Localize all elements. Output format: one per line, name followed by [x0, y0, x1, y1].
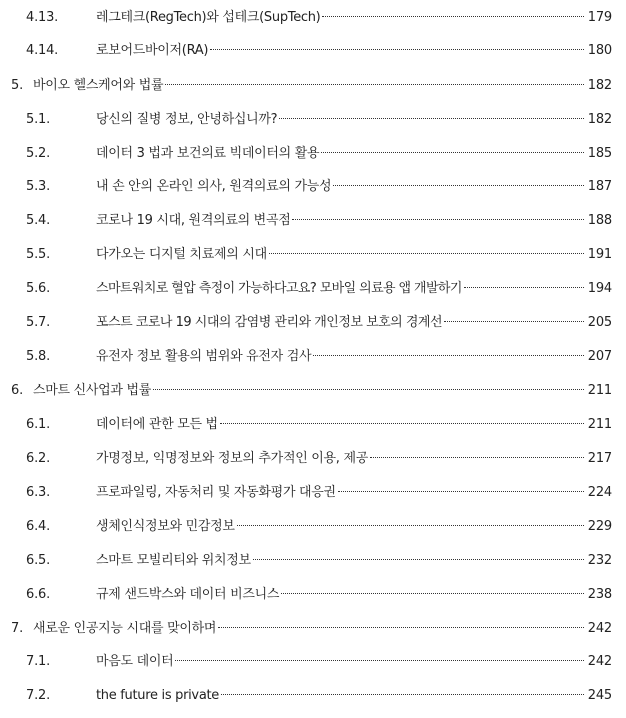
toc-entry-page: 242	[587, 654, 612, 669]
toc-entry-title: 다가오는 디지털 치료제의 시대	[96, 247, 267, 262]
dot-leader	[175, 660, 584, 661]
toc-entry-page: 242	[587, 621, 612, 636]
toc-entry-title: 포스트 코로나 19 시대의 감염병 관리와 개인정보 보호의 경계선	[96, 315, 443, 330]
toc-entry-page: 205	[587, 315, 612, 330]
toc-entry-page: 232	[587, 553, 612, 568]
toc-entry-number: 5.	[11, 78, 24, 93]
toc-entry-6-4[interactable]	[0, 515, 626, 539]
dot-leader	[237, 525, 584, 526]
toc-entry-title: 코로나 19 시대, 원격의료의 변곡점	[96, 213, 291, 228]
toc-entry-number: 6.3.	[26, 485, 51, 500]
toc-entry-5-5[interactable]	[0, 243, 626, 267]
toc-entry-page: 229	[587, 519, 612, 534]
dot-leader	[281, 593, 584, 594]
toc-entry-page: 211	[587, 383, 612, 398]
dot-leader	[464, 287, 584, 288]
dot-leader	[220, 423, 584, 424]
dot-leader	[210, 49, 584, 50]
toc-entry-number: 7.1.	[26, 654, 51, 669]
toc-entry-page: 191	[587, 247, 612, 262]
toc-entry-number: 5.7.	[26, 315, 51, 330]
toc-entry-title: 바이오 헬스케어와 법률	[33, 78, 164, 93]
toc-entry-5-7[interactable]	[0, 311, 626, 335]
dot-leader	[218, 627, 584, 628]
toc-entry-number: 6.	[11, 383, 24, 398]
toc-entry-page: 207	[587, 349, 612, 364]
toc-entry-number: 5.4.	[26, 213, 51, 228]
dot-leader	[292, 219, 584, 220]
toc-entry-number: 5.1.	[26, 112, 51, 127]
toc-entry-title: 가명정보, 익명정보와 정보의 추가적인 이용, 제공	[96, 451, 368, 466]
toc-entry-page: 217	[587, 451, 612, 466]
toc-entry-title: 유전자 정보 활용의 범위와 유전자 검사	[96, 349, 312, 364]
toc-entry-4-14[interactable]	[0, 39, 626, 63]
toc-entry-page: 211	[587, 417, 612, 432]
toc-entry-5-6[interactable]	[0, 277, 626, 301]
toc-entry-number: 7.	[11, 621, 24, 636]
toc-entry-6-3[interactable]	[0, 481, 626, 505]
dot-leader	[321, 152, 584, 153]
toc-entry-title: 데이터에 관한 모든 법	[96, 417, 218, 432]
toc-entry-number: 6.2.	[26, 451, 51, 466]
toc-entry-title: 스마트워치로 혈압 측정이 가능하다고요? 모바일 의료용 앱 개발하기	[96, 281, 462, 296]
dot-leader	[333, 185, 584, 186]
toc-entry-title: 스마트 모빌리티와 위치정보	[96, 553, 251, 568]
toc-entry-5-2[interactable]	[0, 142, 626, 166]
toc-entry-title: the future is private	[96, 688, 219, 703]
toc-entry-5-3[interactable]	[0, 175, 626, 199]
toc-entry-number: 6.4.	[26, 519, 51, 534]
toc-entry-page: 187	[587, 179, 612, 194]
dot-leader	[313, 355, 584, 356]
toc-entry-page: 224	[587, 485, 612, 500]
toc-entry-page: 182	[587, 112, 612, 127]
toc-entry-title: 규제 샌드박스와 데이터 비즈니스	[96, 587, 280, 602]
toc-entry-6-5[interactable]	[0, 549, 626, 573]
toc-entry-number: 6.5.	[26, 553, 51, 568]
toc-entry-number: 4.13.	[26, 10, 59, 25]
toc-entry-page: 179	[587, 10, 612, 25]
toc-entry-number: 5.6.	[26, 281, 51, 296]
toc-entry-page: 180	[587, 43, 612, 58]
toc-entry-title: 새로운 인공지능 시대를 맞이하며	[33, 621, 217, 636]
toc-entry-page: 194	[587, 281, 612, 296]
toc-entry-5[interactable]	[0, 74, 626, 98]
toc-entry-page: 182	[587, 78, 612, 93]
toc-entry-number: 5.2.	[26, 146, 51, 161]
toc-entry-page: 188	[587, 213, 612, 228]
toc-entry-number: 5.8.	[26, 349, 51, 364]
dot-leader	[253, 559, 584, 560]
toc-entry-4-13[interactable]	[0, 6, 626, 30]
toc-entry-number: 4.14.	[26, 43, 59, 58]
toc-entry-title: 데이터 3 법과 보건의료 빅데이터의 활용	[96, 146, 320, 161]
toc-entry-title: 마음도 데이터	[96, 654, 174, 669]
toc-entry-title: 당신의 질병 정보, 안녕하십니까?	[96, 112, 278, 127]
dot-leader	[221, 694, 584, 695]
toc-entry-6-6[interactable]	[0, 583, 626, 607]
toc-entry-6-1[interactable]	[0, 413, 626, 437]
toc-entry-page: 238	[587, 587, 612, 602]
toc-entry-number: 6.6.	[26, 587, 51, 602]
toc-entry-6-2[interactable]	[0, 447, 626, 471]
dot-leader	[153, 389, 584, 390]
dot-leader	[322, 16, 584, 17]
dot-leader	[279, 118, 584, 119]
toc-entry-title: 프로파일링, 자동처리 및 자동화평가 대응권	[96, 485, 336, 500]
toc-entry-6[interactable]	[0, 379, 626, 403]
toc-entry-title: 생체인식정보와 민감정보	[96, 519, 235, 534]
toc-entry-title: 내 손 안의 온라인 의사, 원격의료의 가능성	[96, 179, 332, 194]
dot-leader	[269, 253, 584, 254]
toc-entry-number: 5.5.	[26, 247, 51, 262]
dot-leader	[444, 321, 584, 322]
toc-entry-page: 245	[587, 688, 612, 703]
toc-entry-title: 스마트 신사업과 법률	[33, 383, 151, 398]
toc-entry-number: 6.1.	[26, 417, 51, 432]
toc-entry-title: 로보어드바이저(RA)	[96, 43, 209, 58]
toc-entry-5-4[interactable]	[0, 209, 626, 233]
dot-leader	[165, 84, 584, 85]
dot-leader	[370, 457, 584, 458]
toc-entry-5-8[interactable]	[0, 345, 626, 369]
toc-entry-7-1[interactable]	[0, 650, 626, 674]
toc-entry-page: 185	[587, 146, 612, 161]
toc-entry-number: 7.2.	[26, 688, 51, 703]
toc-entry-7[interactable]	[0, 617, 626, 641]
toc-entry-title: 레그테크(RegTech)와 섭테크(SupTech)	[96, 10, 321, 25]
toc-entry-number: 5.3.	[26, 179, 51, 194]
toc-entry-7-2[interactable]	[0, 684, 626, 708]
dot-leader	[338, 491, 584, 492]
toc-entry-5-1[interactable]	[0, 108, 626, 132]
